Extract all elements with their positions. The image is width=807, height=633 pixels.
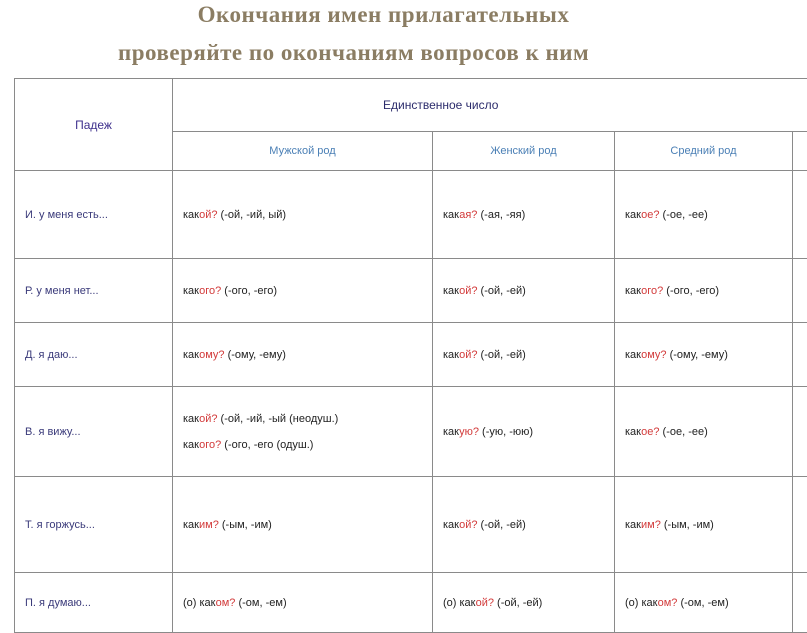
ending-cell-m — [173, 477, 433, 573]
ending-line: каким? (-ым, -им) — [183, 512, 432, 538]
ending-cell-n — [615, 171, 793, 259]
table-row — [15, 171, 807, 259]
ending-line: каким? (-ым, -им) — [625, 512, 792, 538]
question-ending: им? — [641, 519, 661, 531]
question-ending: ой? — [476, 597, 494, 609]
question-ending: ой? — [199, 413, 217, 425]
header-masculine: Мужской род — [173, 132, 433, 171]
ending-line: (о) каком? (-ом, -ем) — [183, 590, 432, 616]
ending-cell-f — [433, 171, 615, 259]
case-cell: В. я вижу... — [15, 387, 173, 477]
ending-line: какого? (-ого, -его) — [183, 278, 432, 304]
ending-cell-f — [433, 259, 615, 323]
question-ending: им? — [199, 519, 219, 531]
ending-line: какой? (-ой, -ей) — [443, 512, 614, 538]
question-ending: ой? — [459, 349, 477, 361]
question-ending: ом? — [216, 597, 236, 609]
question-ending: ой? — [459, 519, 477, 531]
ending-line: какая? (-ая, -яя) — [443, 202, 614, 228]
ending-cell-n — [615, 477, 793, 573]
ending-cell-f — [433, 477, 615, 573]
extra-cell — [793, 573, 807, 633]
page-subtitle: проверяйте по окончаниям вопросов к ним — [118, 40, 807, 66]
question-word: какой? — [443, 349, 478, 361]
ending-line: какому? (-ому, -ему) — [625, 342, 792, 368]
case-cell: Д. я даю... — [15, 323, 173, 387]
header-neuter: Средний род — [615, 132, 793, 171]
table-row — [15, 477, 807, 573]
question-word: какому? — [625, 349, 667, 361]
table-row — [15, 573, 807, 633]
question-word: каким? — [183, 519, 219, 531]
extra-cell — [793, 387, 807, 477]
ending-line: какому? (-ому, -ему) — [183, 342, 432, 368]
ending-line: какую? (-ую, -юю) — [443, 419, 614, 445]
question-word: какой? — [443, 285, 478, 297]
ending-cell-f — [433, 387, 615, 477]
ending-line: какой? (-ой, -ий, ый) — [183, 202, 432, 228]
extra-cell — [793, 323, 807, 387]
extra-cell — [793, 171, 807, 259]
question-word: какого? — [625, 285, 663, 297]
question-word: какой? — [460, 597, 495, 609]
ending-cell-m — [173, 171, 433, 259]
case-cell: Т. я горжусь... — [15, 477, 173, 573]
extra-cell — [793, 259, 807, 323]
question-ending: ое? — [641, 209, 659, 221]
question-word: каком? — [200, 597, 236, 609]
page-title: Окончания имен прилагательных — [0, 2, 787, 28]
ending-line: какого? (-ого, -его) — [625, 278, 792, 304]
ending-cell-n — [615, 259, 793, 323]
question-ending: ой? — [459, 285, 477, 297]
case-cell: И. у меня есть... — [15, 171, 173, 259]
ending-line: какое? (-ое, -ее) — [625, 419, 792, 445]
question-ending: ому? — [199, 349, 224, 361]
question-ending: ому? — [641, 349, 666, 361]
question-ending: ого? — [199, 439, 221, 451]
ending-cell-n — [615, 573, 793, 633]
question-ending: ую? — [459, 426, 479, 438]
question-word: какое? — [625, 426, 659, 438]
header-case: Падеж — [15, 79, 173, 171]
question-ending: ом? — [658, 597, 678, 609]
question-word: какого? — [183, 285, 221, 297]
ending-line: какого? (-ого, -его (одуш.) — [183, 432, 432, 458]
ending-line: какой? (-ой, -ей) — [443, 278, 614, 304]
ending-cell-m — [173, 573, 433, 633]
question-word: каким? — [625, 519, 661, 531]
case-cell: Р. у меня нет... — [15, 259, 173, 323]
ending-line: какое? (-ое, -ее) — [625, 202, 792, 228]
question-word: какое? — [625, 209, 659, 221]
question-word: какой? — [183, 413, 218, 425]
question-ending: ого? — [641, 285, 663, 297]
question-word: какая? — [443, 209, 477, 221]
extra-cell — [793, 477, 807, 573]
question-word: какой? — [183, 209, 218, 221]
question-ending: ой? — [199, 209, 217, 221]
adjective-endings-table — [14, 78, 807, 614]
question-ending: ого? — [199, 285, 221, 297]
header-singular: Единственное число — [173, 79, 807, 132]
ending-line: (о) какой? (-ой, -ей) — [443, 590, 614, 616]
question-word: какого? — [183, 439, 221, 451]
question-word: какому? — [183, 349, 225, 361]
question-word: какой? — [443, 519, 478, 531]
question-word: какую? — [443, 426, 479, 438]
case-cell: П. я думаю... — [15, 573, 173, 633]
ending-cell-m — [173, 387, 433, 477]
question-ending: ая? — [459, 209, 477, 221]
table-body — [15, 171, 807, 633]
table-row — [15, 387, 807, 477]
question-word: каком? — [642, 597, 678, 609]
ending-cell-n — [615, 323, 793, 387]
ending-cell-f — [433, 573, 615, 633]
header-feminine: Женский род — [433, 132, 615, 171]
ending-cell-m — [173, 323, 433, 387]
table-row — [15, 259, 807, 323]
ending-cell-f — [433, 323, 615, 387]
ending-cell-n — [615, 387, 793, 477]
question-ending: ое? — [641, 426, 659, 438]
table-row — [15, 323, 807, 387]
header-extra — [793, 132, 807, 171]
ending-cell-m — [173, 259, 433, 323]
ending-line: какой? (-ой, -ий, -ый (неодуш.) — [183, 406, 432, 432]
ending-line: (о) каком? (-ом, -ем) — [625, 590, 792, 616]
ending-line: какой? (-ой, -ей) — [443, 342, 614, 368]
